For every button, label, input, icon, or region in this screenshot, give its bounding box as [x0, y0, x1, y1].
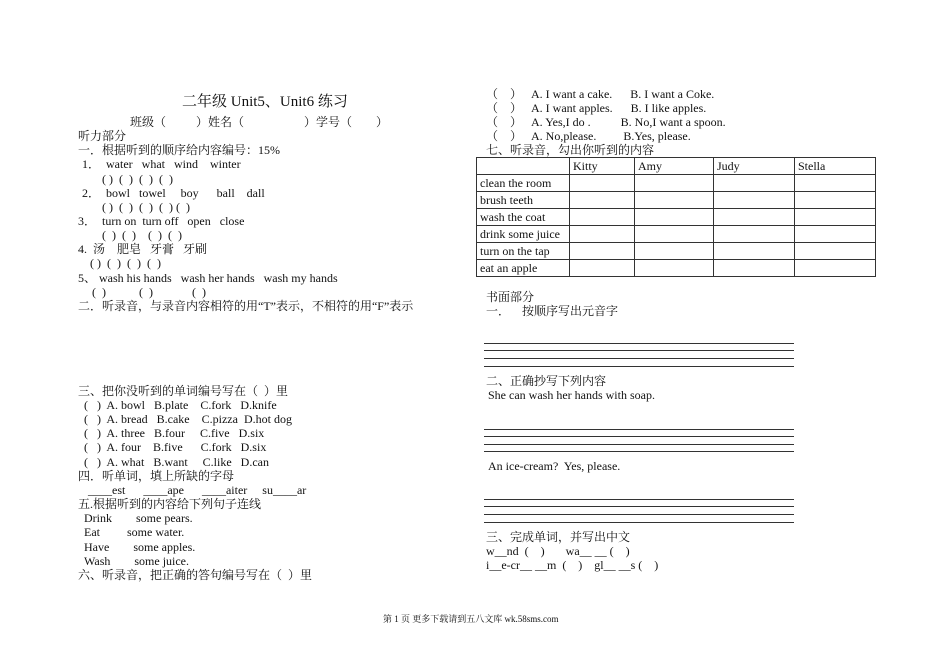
writing-header: 书面部分	[486, 290, 535, 304]
q1-words: 5、 wash his hands wash her hands wash my hands	[78, 271, 338, 285]
w2-sentence-2: An ice-cream? Yes, please.	[488, 459, 621, 473]
w2-heading: 二、正确抄写下列内容	[486, 374, 607, 388]
q1-words: 2． bowl towel boy ball dall	[82, 186, 265, 200]
w1-heading: 一． 按顺序写出元音字	[486, 304, 619, 318]
writing-line[interactable]	[484, 506, 794, 507]
table-row	[477, 175, 876, 192]
table-row	[477, 226, 876, 243]
q6-heading: 六、听录音，把正确的答句编号写在（ ）里	[78, 568, 313, 582]
table-row	[477, 260, 876, 277]
q5-row: Have some apples.	[84, 540, 196, 554]
check-cell[interactable]	[635, 226, 714, 243]
table-header-cell	[477, 158, 570, 175]
q1-words: 1． water what wind winter	[82, 157, 241, 171]
q6-row: （ ） A. No,please. B.Yes, please.	[486, 129, 691, 143]
writing-line[interactable]	[484, 436, 794, 437]
q4-blanks-line: ____est ____ape ____aiter su____ar	[88, 483, 307, 497]
q6-row: （ ） A. I want apples. B. I like apples.	[486, 101, 707, 115]
writing-line[interactable]	[484, 343, 794, 344]
q3-row: ( ) A. three B.four C.five D.six	[84, 426, 265, 440]
table-header-cell: Judy	[714, 158, 795, 175]
w3-heading: 三、完成单词，并写出中文	[486, 530, 631, 544]
q3-heading: 三、把你没听到的单词编号写在（ ）里	[78, 384, 289, 398]
q3-row: ( ) A. bowl B.plate C.fork D.knife	[84, 398, 277, 412]
table-row	[477, 243, 876, 260]
q3-row: ( ) A. four B.five C.fork D.six	[84, 440, 267, 454]
writing-line[interactable]	[484, 522, 794, 523]
table-header-row	[477, 158, 876, 175]
writing-line[interactable]	[484, 358, 794, 359]
writing-line[interactable]	[484, 350, 794, 351]
q1-words: 4. 汤 肥皂 牙膏 牙刷	[78, 242, 208, 256]
check-cell[interactable]	[714, 192, 795, 209]
check-cell[interactable]	[570, 243, 635, 260]
writing-line[interactable]	[484, 366, 794, 367]
table-row-label: drink some juice	[477, 226, 570, 243]
w3-line-1: w__nd ( ) wa__ __ ( )	[486, 544, 630, 558]
check-cell[interactable]	[570, 260, 635, 277]
writing-line[interactable]	[484, 451, 794, 452]
q5-row: Wash some juice.	[84, 554, 190, 568]
q1-blanks: ( ) ( ) ( ) ( )	[102, 172, 173, 186]
writing-line[interactable]	[484, 499, 794, 500]
check-cell[interactable]	[795, 192, 876, 209]
check-cell[interactable]	[714, 260, 795, 277]
check-cell[interactable]	[635, 192, 714, 209]
check-cell[interactable]	[635, 260, 714, 277]
q6-row: （ ） A. Yes,I do . B. No,I want a spoon.	[486, 115, 726, 129]
q4-heading: 四．听单词，填上所缺的字母	[78, 469, 235, 483]
check-cell[interactable]	[714, 175, 795, 192]
check-cell[interactable]	[714, 243, 795, 260]
writing-line[interactable]	[484, 514, 794, 515]
check-cell[interactable]	[570, 192, 635, 209]
page-title: 二年级 Unit5、Unit6 练习	[182, 94, 348, 110]
q3-row: ( ) A. what B.want C.like D.can	[84, 455, 269, 469]
check-cell[interactable]	[570, 209, 635, 226]
check-cell[interactable]	[635, 209, 714, 226]
q5-row: Eat some water.	[84, 525, 185, 539]
q3-row: ( ) A. bread B.cake C.pizza D.hot dog	[84, 412, 292, 426]
check-cell[interactable]	[795, 209, 876, 226]
table-header-cell: Kitty	[570, 158, 635, 175]
student-info-line: 班级（ ）姓名（ ）学号（ ）	[130, 115, 389, 129]
table-row	[477, 209, 876, 226]
q2-heading: 二．听录音，与录音内容相符的用“T”表示，不相符的用“F”表示	[78, 299, 414, 313]
q5-heading: 五.根据听到的内容给下列句子连线	[78, 497, 262, 511]
check-cell[interactable]	[714, 226, 795, 243]
q1-blanks: ( ) ( ) ( )	[92, 285, 206, 299]
table-header-cell: Stella	[795, 158, 876, 175]
check-cell[interactable]	[635, 175, 714, 192]
table-row	[477, 192, 876, 209]
w3-line-2: i__e-cr__ __m ( ) gl__ __s ( )	[486, 558, 659, 572]
q7-heading: 七、听录音，勾出你听到的内容	[486, 143, 655, 157]
writing-line[interactable]	[484, 429, 794, 430]
check-cell[interactable]	[635, 243, 714, 260]
q1-heading: 一．根据听到的顺序给内容编号：15%	[78, 143, 280, 157]
q1-blanks: ( ) ( ) ( ) ( )	[90, 256, 161, 270]
check-cell[interactable]	[570, 226, 635, 243]
writing-line[interactable]	[484, 444, 794, 445]
q6-row: （ ） A. I want a cake. B. I want a Coke.	[486, 87, 715, 101]
table-row-label: brush teeth	[477, 192, 570, 209]
check-cell[interactable]	[570, 175, 635, 192]
listening-header: 听力部分	[78, 129, 127, 143]
w2-sentence-1: She can wash her hands with soap.	[488, 388, 655, 402]
q1-blanks: ( ) ( ) ( ) ( )	[102, 228, 182, 242]
q1-blanks: ( ) ( ) ( ) ( ) ( )	[102, 200, 190, 214]
check-cell[interactable]	[714, 209, 795, 226]
check-cell[interactable]	[795, 175, 876, 192]
table-row-label: turn on the tap	[477, 243, 570, 260]
table-header-cell: Amy	[635, 158, 714, 175]
check-cell[interactable]	[795, 243, 876, 260]
q7-check-table	[476, 157, 876, 277]
check-cell[interactable]	[795, 260, 876, 277]
table-row-label: clean the room	[477, 175, 570, 192]
check-cell[interactable]	[795, 226, 876, 243]
q1-words: 3． turn on turn off open close	[78, 214, 245, 228]
q5-row: Drink some pears.	[84, 511, 193, 525]
page-footer: 第 1 页 更多下载请到五八文库 wk.58sms.com	[383, 614, 559, 624]
table-row-label: wash the coat	[477, 209, 570, 226]
table-row-label: eat an apple	[477, 260, 570, 277]
